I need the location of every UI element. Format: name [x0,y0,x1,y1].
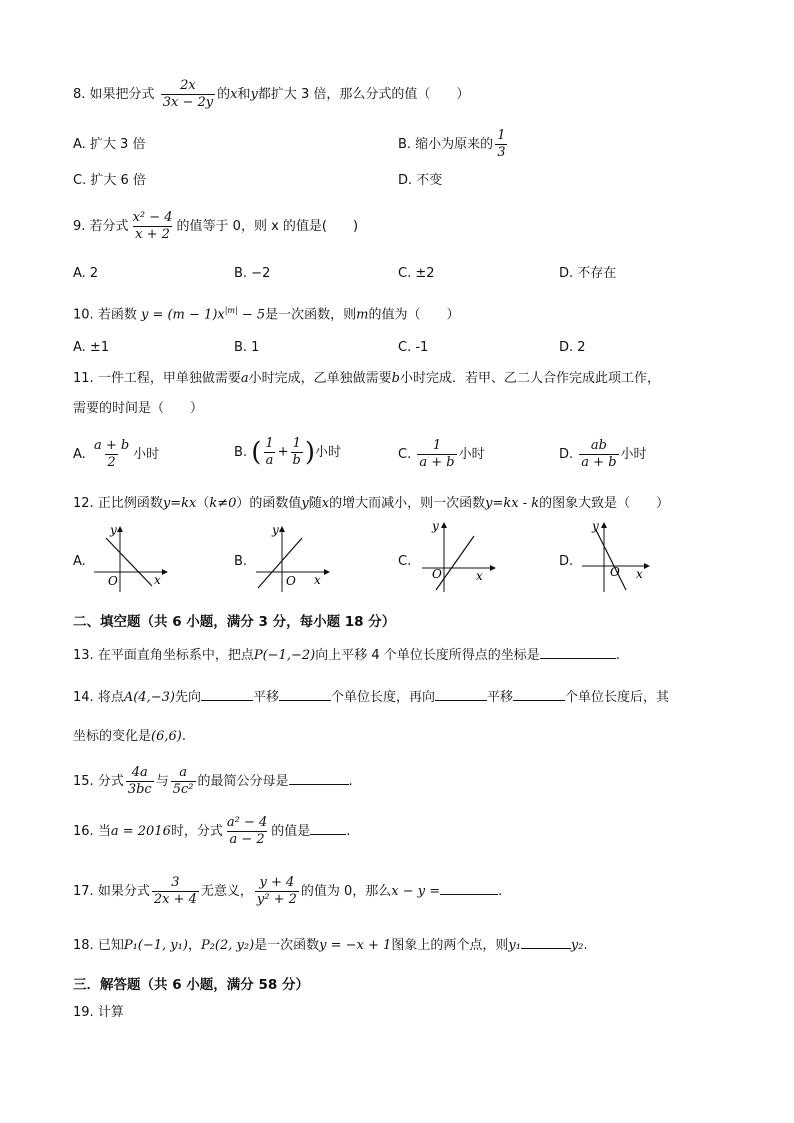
q11-option-b: B. ( $\frac{1}{a}$ + $\frac{1}{b}$ )小时 [234,436,342,468]
q12-option-d-label: D. [559,554,574,569]
svg-text:y: y [432,519,439,533]
svg-text:O: O [610,565,620,579]
q12-option-a-label: A. [73,554,86,569]
svg-text:x: x [154,573,161,587]
q14-stem-line1: 14. 将点A(4,−3)先向 平移 个单位长度，再向 平移 个单位长度后，其 [73,690,670,705]
q11-option-d: D. $\frac{ab}{a + b}$ 小时 [559,438,647,470]
q15-answer-blank[interactable] [289,772,349,785]
q10-option-c: C. -1 [398,340,429,355]
q11-stem-line2: 需要的时间是（ ） [73,401,204,416]
q13-stem: 13. 在平面直角坐标系中，把点P(−1,−2)向上平移 4 个单位长度所得点的坐标是 . [73,648,620,663]
q8-option-b: B. 缩小为原来的 $\frac{1}{3}$ [398,128,506,160]
svg-text:y: y [110,523,117,537]
q18-answer-blank[interactable] [521,936,571,949]
q12-option-b-label: B. [234,554,248,569]
q12-graph-b [252,522,332,594]
q15-stem: 15. 分式 $\frac{4a}{3bc}$ 与 $\frac{a}{\text{5c²}}$ 的最简公分母是 . [73,765,353,797]
q16-answer-blank[interactable] [310,822,346,835]
svg-text:x: x [314,573,321,587]
svg-text:O: O [432,567,442,581]
section-3-heading: 三．解答题（共 6 小题，满分 58 分） [73,977,309,993]
svg-text:x: x [476,569,483,583]
svg-text:y: y [592,519,599,533]
svg-text:x: x [636,567,643,581]
q14-blank-1[interactable] [201,688,253,701]
q12-graph-d [578,518,658,594]
q10-option-b: B. 1 [234,340,260,355]
q16-stem: 16. 当a = 2016时，分式 $\frac{\text{a² − 4}}{a - 2}$ 的值是 . [73,815,351,847]
section-2-heading: 二、填空题（共 6 小题，满分 3 分，每小题 18 分） [73,614,396,630]
q8-option-a: A. 扩大 3 倍 [73,137,146,152]
svg-text:O: O [286,574,296,588]
svg-text:y: y [272,523,279,537]
q14-blank-4[interactable] [513,688,565,701]
q9-option-d: D. 不存在 [559,266,617,281]
q17-stem: 17. 如果分式 $\frac{3}{2x + 4}$ 无意义， $\frac{y + 4}{\text{y² + 2}}$ 的值为 0，那么x − y = . [73,875,503,907]
svg-text:O: O [108,574,118,588]
q14-stem-line2: 坐标的变化是(6,6). [73,729,186,744]
q17-answer-blank[interactable] [440,882,498,895]
q13-answer-blank[interactable] [540,646,616,659]
q18-stem: 18. 已知P₁(−1, y₁)，P₂(2, y₂)是一次函数y = −x + 1图象上的两个点，则y₁ y₂. [73,938,588,953]
q12-stem: 12. 正比例函数y=kx（k≠0）的函数值y随x的增大而减小，则一次函数y=kx - k的图象大致是（ ） [73,496,670,511]
q11-stem-line1: 11. 一件工程，甲单独做需要a小时完成，乙单独做需要b小时完成．若甲、乙二人合作完成此项工作， [73,371,660,386]
q10-option-d: D. 2 [559,340,586,355]
q8-option-c: C. 扩大 6 倍 [73,173,146,188]
q10-option-a: A. ±1 [73,340,110,355]
q9-option-b: B. −2 [234,266,271,281]
q9-fraction: $\frac{\text{x² − 4}}{x + 2}$ [132,210,173,242]
q8-fraction: $\frac{2x}{3x - 2y}$ [162,78,214,110]
q11-option-c: C. $\frac{1}{a + b}$ 小时 [398,438,485,470]
q14-blank-2[interactable] [279,688,331,701]
q12-option-c-label: C. [398,554,412,569]
q14-blank-3[interactable] [435,688,487,701]
q10-stem: 10. 若函数 $y = (m - 1)x^{|m|} - 5$是一次函数，则m的值为（ ） [73,306,460,323]
q8-option-d: D. 不变 [398,173,443,188]
q9-option-c: C. ±2 [398,266,435,281]
q11-option-a: A. $\frac{a + b}{2}$ 小时 [73,438,160,470]
q12-graph-c [418,518,498,594]
q9-option-a: A. 2 [73,266,99,281]
q12-graph-a [90,522,170,594]
q8-stem: 8. 如果把分式 $\frac{2x}{3x - 2y}$ 的x和y都扩大 3 倍，那么分式的值（ ） [73,78,470,110]
q9-stem: 9. 若分式 $\frac{\text{x² − 4}}{x + 2}$ 的值等于 0，则 x 的值是( ) [73,210,359,242]
q19-stem: 19. 计算 [73,1005,124,1020]
